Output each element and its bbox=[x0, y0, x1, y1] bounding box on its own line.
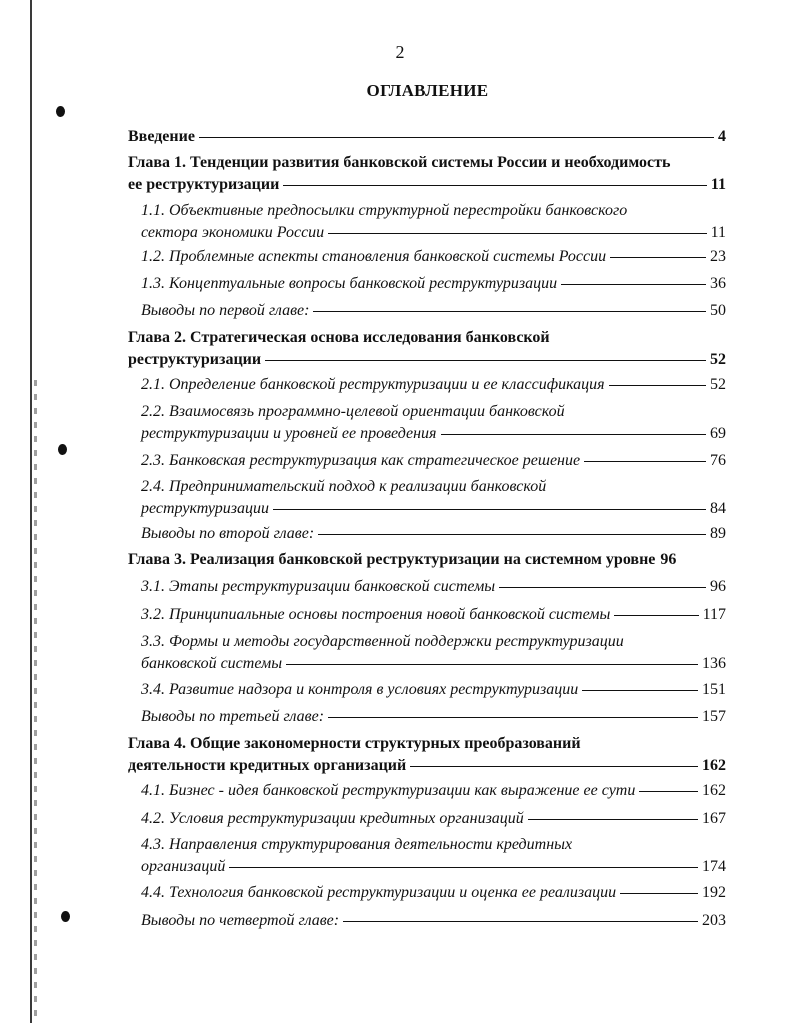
toc-entry-section-2-2[interactable]: 2.2. Взаимосвязь программно-целевой ориентации банковской реструктуризации и уровней ее проведения 69 bbox=[141, 401, 726, 445]
toc-page: 11 bbox=[710, 224, 726, 241]
toc-page: 96 bbox=[710, 578, 726, 595]
toc-entry-section-4-1[interactable]: 4.1. Бизнес - идея банковской реструктуризации как выражение ее сути 162 bbox=[141, 780, 726, 802]
binding-hole-mark bbox=[61, 911, 70, 922]
toc-page: 192 bbox=[702, 884, 726, 901]
toc-entry-chapter-3[interactable]: Глава 3. Реализация банковской реструктуризации на системном уровне 96 bbox=[128, 549, 726, 571]
toc-page: 96 bbox=[660, 551, 677, 568]
toc-entry-section-3-3[interactable]: 3.3. Формы и методы государственной поддержки реструктуризации банковской системы 136 bbox=[141, 631, 726, 675]
toc-page: 157 bbox=[702, 708, 726, 725]
toc-page: 136 bbox=[702, 655, 726, 672]
toc-page: 11 bbox=[710, 176, 726, 193]
toc-page: 162 bbox=[702, 757, 726, 774]
toc-entry-section-1-2[interactable]: 1.2. Проблемные аспекты становления банковской системы России 23 bbox=[141, 246, 726, 268]
binding-hole-mark bbox=[58, 444, 67, 455]
toc-entry-section-3-4[interactable]: 3.4. Развитие надзора и контроля в условиях реструктуризации 151 bbox=[141, 679, 726, 701]
toc-page: 89 bbox=[710, 525, 726, 542]
scan-edge bbox=[30, 0, 32, 1023]
toc-entry-conclusions-2[interactable]: Выводы по второй главе: 89 bbox=[141, 523, 726, 545]
toc-entry-section-1-3[interactable]: 1.3. Концептуальные вопросы банковской реструктуризации 36 bbox=[141, 273, 726, 295]
toc-page: 84 bbox=[710, 500, 726, 517]
toc-entry-section-3-2[interactable]: 3.2. Принципиальные основы построения новой банковской системы 117 bbox=[141, 604, 726, 626]
toc-page: 36 bbox=[710, 275, 726, 292]
toc-entry-chapter-2[interactable]: Глава 2. Стратегическая основа исследования банковской реструктуризации 52 bbox=[128, 327, 726, 371]
toc-page: 174 bbox=[702, 858, 726, 875]
binding-hole-mark bbox=[56, 106, 65, 117]
toc-entry-section-2-1[interactable]: 2.1. Определение банковской реструктуризации и ее классификация 52 bbox=[141, 374, 726, 396]
toc-entry-chapter-4[interactable]: Глава 4. Общие закономерности структурных преобразований деятельности кредитных организаций 162 bbox=[128, 733, 726, 777]
toc-entry-conclusions-1[interactable]: Выводы по первой главе: 50 bbox=[141, 300, 726, 322]
toc-entry-conclusions-3[interactable]: Выводы по третьей главе: 157 bbox=[141, 706, 726, 728]
scan-edge-noise bbox=[34, 380, 37, 1020]
toc-entry-section-2-3[interactable]: 2.3. Банковская реструктуризация как стратегическое решение 76 bbox=[141, 450, 726, 472]
toc-page: 23 bbox=[710, 248, 726, 265]
toc-title: ОГЛАВЛЕНИЕ bbox=[366, 81, 489, 100]
toc-page: 52 bbox=[710, 376, 726, 393]
toc-entry-section-1-1[interactable]: 1.1. Объективные предпосылки структурной перестройки банковского сектора экономики России 11 bbox=[141, 200, 726, 244]
toc-page: 151 bbox=[702, 681, 726, 698]
toc-entry-introduction[interactable]: Введение 4 bbox=[128, 126, 726, 148]
toc-page: 76 bbox=[710, 452, 726, 469]
toc-entry-section-4-4[interactable]: 4.4. Технология банковской реструктуризации и оценка ее реализации 192 bbox=[141, 882, 726, 904]
toc-page: 69 bbox=[710, 425, 726, 442]
toc-entry-section-3-1[interactable]: 3.1. Этапы реструктуризации банковской системы 96 bbox=[141, 576, 726, 598]
toc-page: 203 bbox=[702, 912, 726, 929]
toc-page: 167 bbox=[702, 810, 726, 827]
toc-entry-chapter-1[interactable]: Глава 1. Тенденции развития банковской системы России и необходимость ее реструктуризации 11 bbox=[128, 152, 726, 196]
page-number: 2 bbox=[395, 42, 405, 62]
toc-entry-conclusions-4[interactable]: Выводы по четвертой главе: 203 bbox=[141, 910, 726, 932]
toc-page: 4 bbox=[718, 128, 726, 145]
toc-page: 162 bbox=[702, 782, 726, 799]
toc-page: 50 bbox=[710, 302, 726, 319]
toc-entry-section-2-4[interactable]: 2.4. Предпринимательский подход к реализации банковской реструктуризации 84 bbox=[141, 476, 726, 520]
toc-page: 52 bbox=[710, 351, 726, 368]
toc-entry-section-4-2[interactable]: 4.2. Условия реструктуризации кредитных организаций 167 bbox=[141, 808, 726, 830]
toc-page: 117 bbox=[702, 606, 726, 623]
toc-entry-section-4-3[interactable]: 4.3. Направления структурирования деятельности кредитных организаций 174 bbox=[141, 834, 726, 878]
